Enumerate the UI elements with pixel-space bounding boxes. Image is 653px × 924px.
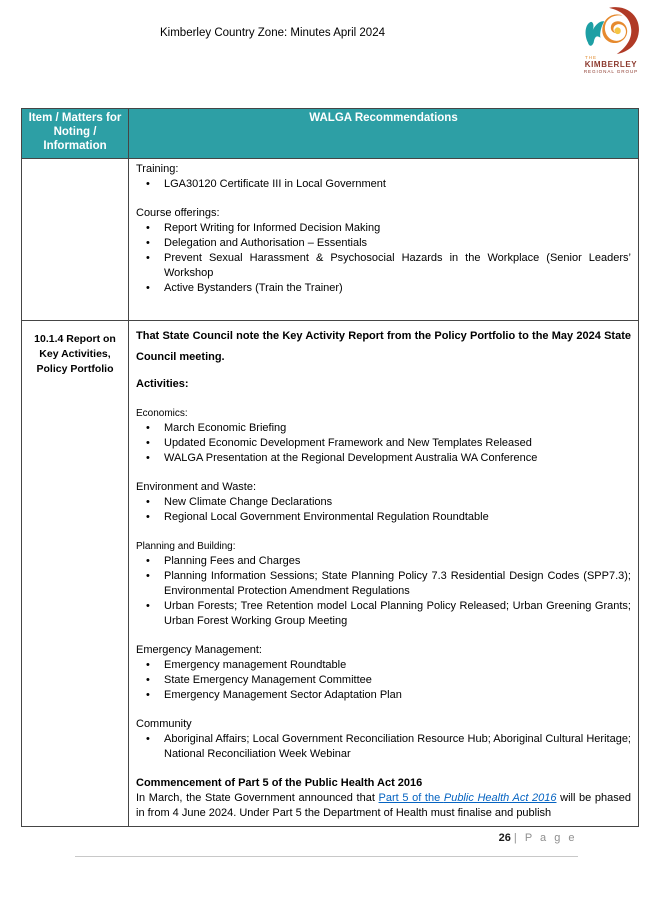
public-health-act-link[interactable]: Public Health Act 2016 <box>443 792 557 804</box>
bullet-list <box>136 732 631 762</box>
content-section <box>136 643 631 703</box>
content-section <box>136 406 631 466</box>
section-label: Planning and Building: <box>136 541 236 552</box>
recommendations-cell <box>129 159 639 321</box>
bullet-item: • March Economic Briefing <box>164 421 631 436</box>
section-label: Training: <box>136 163 179 175</box>
subsection-heading: Commencement of Part 5 of the Public Health Act 2016 <box>136 777 423 789</box>
logo-text-the: THE <box>585 55 597 60</box>
page-title: Kimberley Country Zone: Minutes April 2024 <box>160 27 385 39</box>
page-number <box>499 832 577 844</box>
item-cell <box>22 159 129 321</box>
bullet-item: • Emergency management Roundtable <box>164 658 631 673</box>
bullet-item: • Prevent Sexual Harassment & Psychosocial Hazards in the Workplace (Senior Leaders’ Workshop <box>164 251 631 281</box>
bullet-item: • Updated Economic Development Framework and New Templates Released <box>164 436 631 451</box>
logo-swirl-icon <box>580 6 642 56</box>
bullet-item: • New Climate Change Declarations <box>164 495 631 510</box>
bullet-list <box>136 221 631 296</box>
bullet-item: • Active Bystanders (Train the Trainer) <box>164 281 631 296</box>
bullet-item: • Planning Information Sessions; State Planning Policy 7.3 Residential Design Codes (SPP7.3); Environmental Protection Amendment Regulations <box>164 569 631 599</box>
content-section <box>136 206 631 296</box>
item-cell: 10.1.4 Report on Key Activities, Policy Portfolio <box>22 321 129 827</box>
section-label: Community <box>136 718 192 730</box>
table-row <box>22 321 639 827</box>
bullet-item: • Aboriginal Affairs; Local Government Reconciliation Resource Hub; Aboriginal Cultural Heritage; National Reconciliation Week Webinar <box>164 732 631 762</box>
footer-divider <box>75 856 578 857</box>
bullet-item: • Delegation and Authorisation – Essentials <box>164 236 631 251</box>
text-run: will be phased in from 4 June 2024. Under Part 5 the Department of Health must finalise and publish <box>136 792 631 819</box>
column-header-walga-recommendations: WALGA Recommendations <box>129 109 639 159</box>
bullet-item: • WALGA Presentation at the Regional Development Australia WA Conference <box>164 451 631 466</box>
bullet-list <box>136 421 631 466</box>
content-section <box>136 162 631 192</box>
logo-text-kimberley: KIMBERLEY <box>584 60 638 69</box>
recommendation-paragraph: Activities: <box>136 378 189 390</box>
section-label: Economics: <box>136 408 188 419</box>
bullet-list <box>136 658 631 703</box>
bullet-item: • State Emergency Management Committee <box>164 673 631 688</box>
page-number-value: 26 <box>498 832 511 844</box>
table-row <box>22 159 639 321</box>
bullet-item: • Urban Forests; Tree Retention model Local Planning Policy Released; Urban Greening Grants; Urban Forest Working Group Meeting <box>164 599 631 629</box>
recommendation-paragraph: That State Council note the Key Activity Report from the Policy Portfolio to the May 2024 State Council meeting. <box>136 330 631 363</box>
section-label: Course offerings: <box>136 207 220 219</box>
bullet-item: • Regional Local Government Environmental Regulation Roundtable <box>164 510 631 525</box>
page-word: | P a g e <box>513 832 577 844</box>
section-label: Emergency Management: <box>136 644 262 656</box>
table-body <box>22 159 639 827</box>
bullet-list <box>136 554 631 629</box>
content-section <box>136 717 631 762</box>
public-health-act-link[interactable]: Part 5 of the <box>378 792 444 804</box>
text-run: In March, the State Government announced that <box>136 792 379 804</box>
logo-text-regional-group: REGIONAL GROUP <box>583 69 639 74</box>
recommendations-cell <box>129 321 639 827</box>
body-paragraph <box>136 791 631 821</box>
bullet-item: • Report Writing for Informed Decision Making <box>164 221 631 236</box>
bullet-item: • Planning Fees and Charges <box>164 554 631 569</box>
bullet-list <box>136 177 631 192</box>
table-header-row <box>22 109 639 159</box>
content-section <box>136 539 631 629</box>
kimberley-regional-group-logo <box>575 6 647 75</box>
bullet-item: • Emergency Management Sector Adaptation Plan <box>164 688 631 703</box>
bullet-list <box>136 495 631 525</box>
section-label: Environment and Waste: <box>136 481 257 493</box>
column-header-item: Item / Matters for Noting / Information <box>22 109 129 159</box>
bullet-item: • LGA30120 Certificate III in Local Government <box>164 177 631 192</box>
content-section <box>136 480 631 525</box>
minutes-table <box>21 108 639 827</box>
